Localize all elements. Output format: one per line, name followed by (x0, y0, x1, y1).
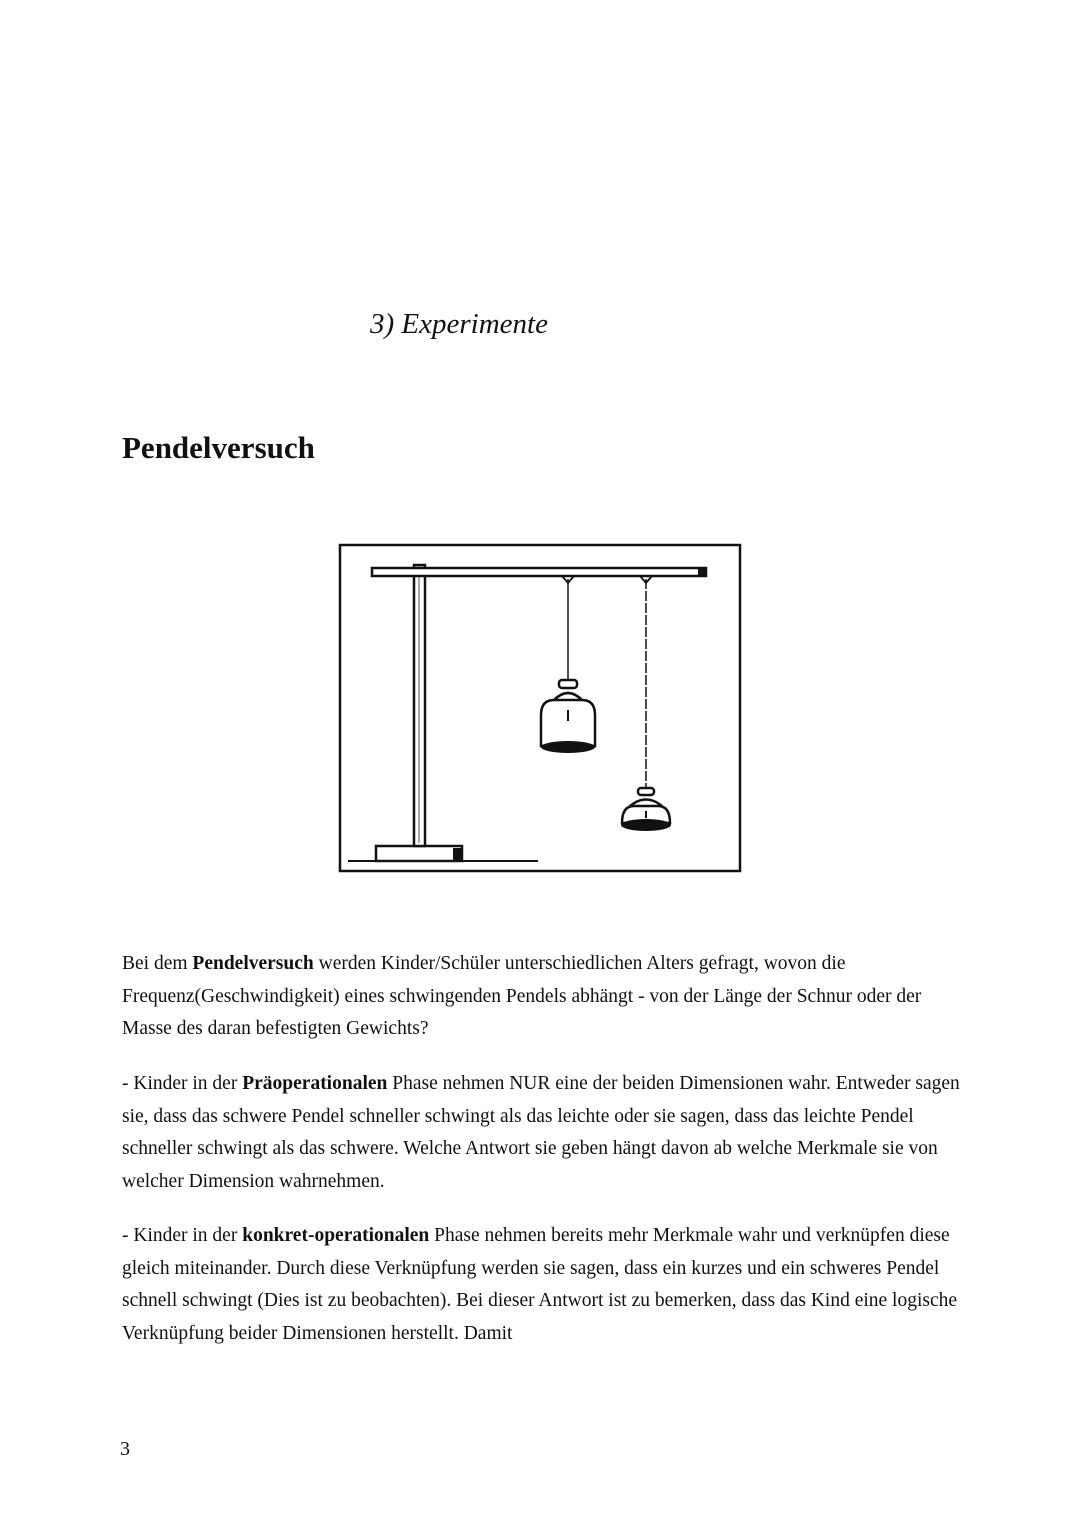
chapter-heading: 3) Experimente (370, 308, 548, 340)
heavy-weight (541, 680, 595, 753)
pendulum-figure (338, 543, 742, 873)
paragraph-text: werden Kinder/Schüler unterschiedlichen Alters gefragt, wovon die Frequenz(Geschwindigkeit) eines schwingenden Pendels abhängt - von der Länge der Schnur oder der Masse des daran befestigten Gewichts? (122, 953, 922, 1039)
bold-term: Präoperationalen (242, 1073, 388, 1094)
paragraph-text: - Kinder in der (122, 1225, 243, 1246)
light-weight (621, 788, 671, 831)
crossbar-end (698, 568, 706, 576)
section-heading: Pendelversuch (122, 430, 315, 465)
figure-frame (340, 545, 740, 871)
paragraph-text: - Kinder in der (122, 1073, 243, 1094)
crossbar (372, 568, 706, 576)
paragraph-text: Bei dem (122, 953, 193, 974)
stand-base-shadow (453, 848, 462, 861)
paragraph-text: Phase nehmen NUR eine der beiden Dimensionen wahr. Entweder sagen sie, dass das schwere Pendel schneller schwingt als das leichte oder sie sagen, dass das leichte Pendel schneller schwingt als das schwere. Welche Antwort sie geben hängt davon ab welche Merkmale sie von welcher Dimension wahrnehmen. (122, 1073, 960, 1192)
stand-base (376, 846, 462, 861)
bold-term: Pendelversuch (192, 953, 314, 974)
bold-term: konkret-operationalen (242, 1225, 430, 1246)
paragraph-text: Phase nehmen bereits mehr Merkmale wahr und verknüpfen diese gleich miteinander. Durch diese Verknüpfung werden sie sagen, dass ein kurzes und ein schweres Pendel schnell schwingt (Dies ist zu beobachten). Bei dieser Antwort ist zu bemerken, dass das Kind eine logische Verknüpfung beider Dimensionen herstellt. Damit (122, 1225, 958, 1344)
page-number: 3 (120, 1438, 130, 1460)
paragraph-concrete-operational (122, 1220, 972, 1350)
pendulum-illustration (338, 543, 742, 873)
paragraph-intro (122, 948, 972, 1046)
paragraph-preoperational (122, 1068, 972, 1198)
